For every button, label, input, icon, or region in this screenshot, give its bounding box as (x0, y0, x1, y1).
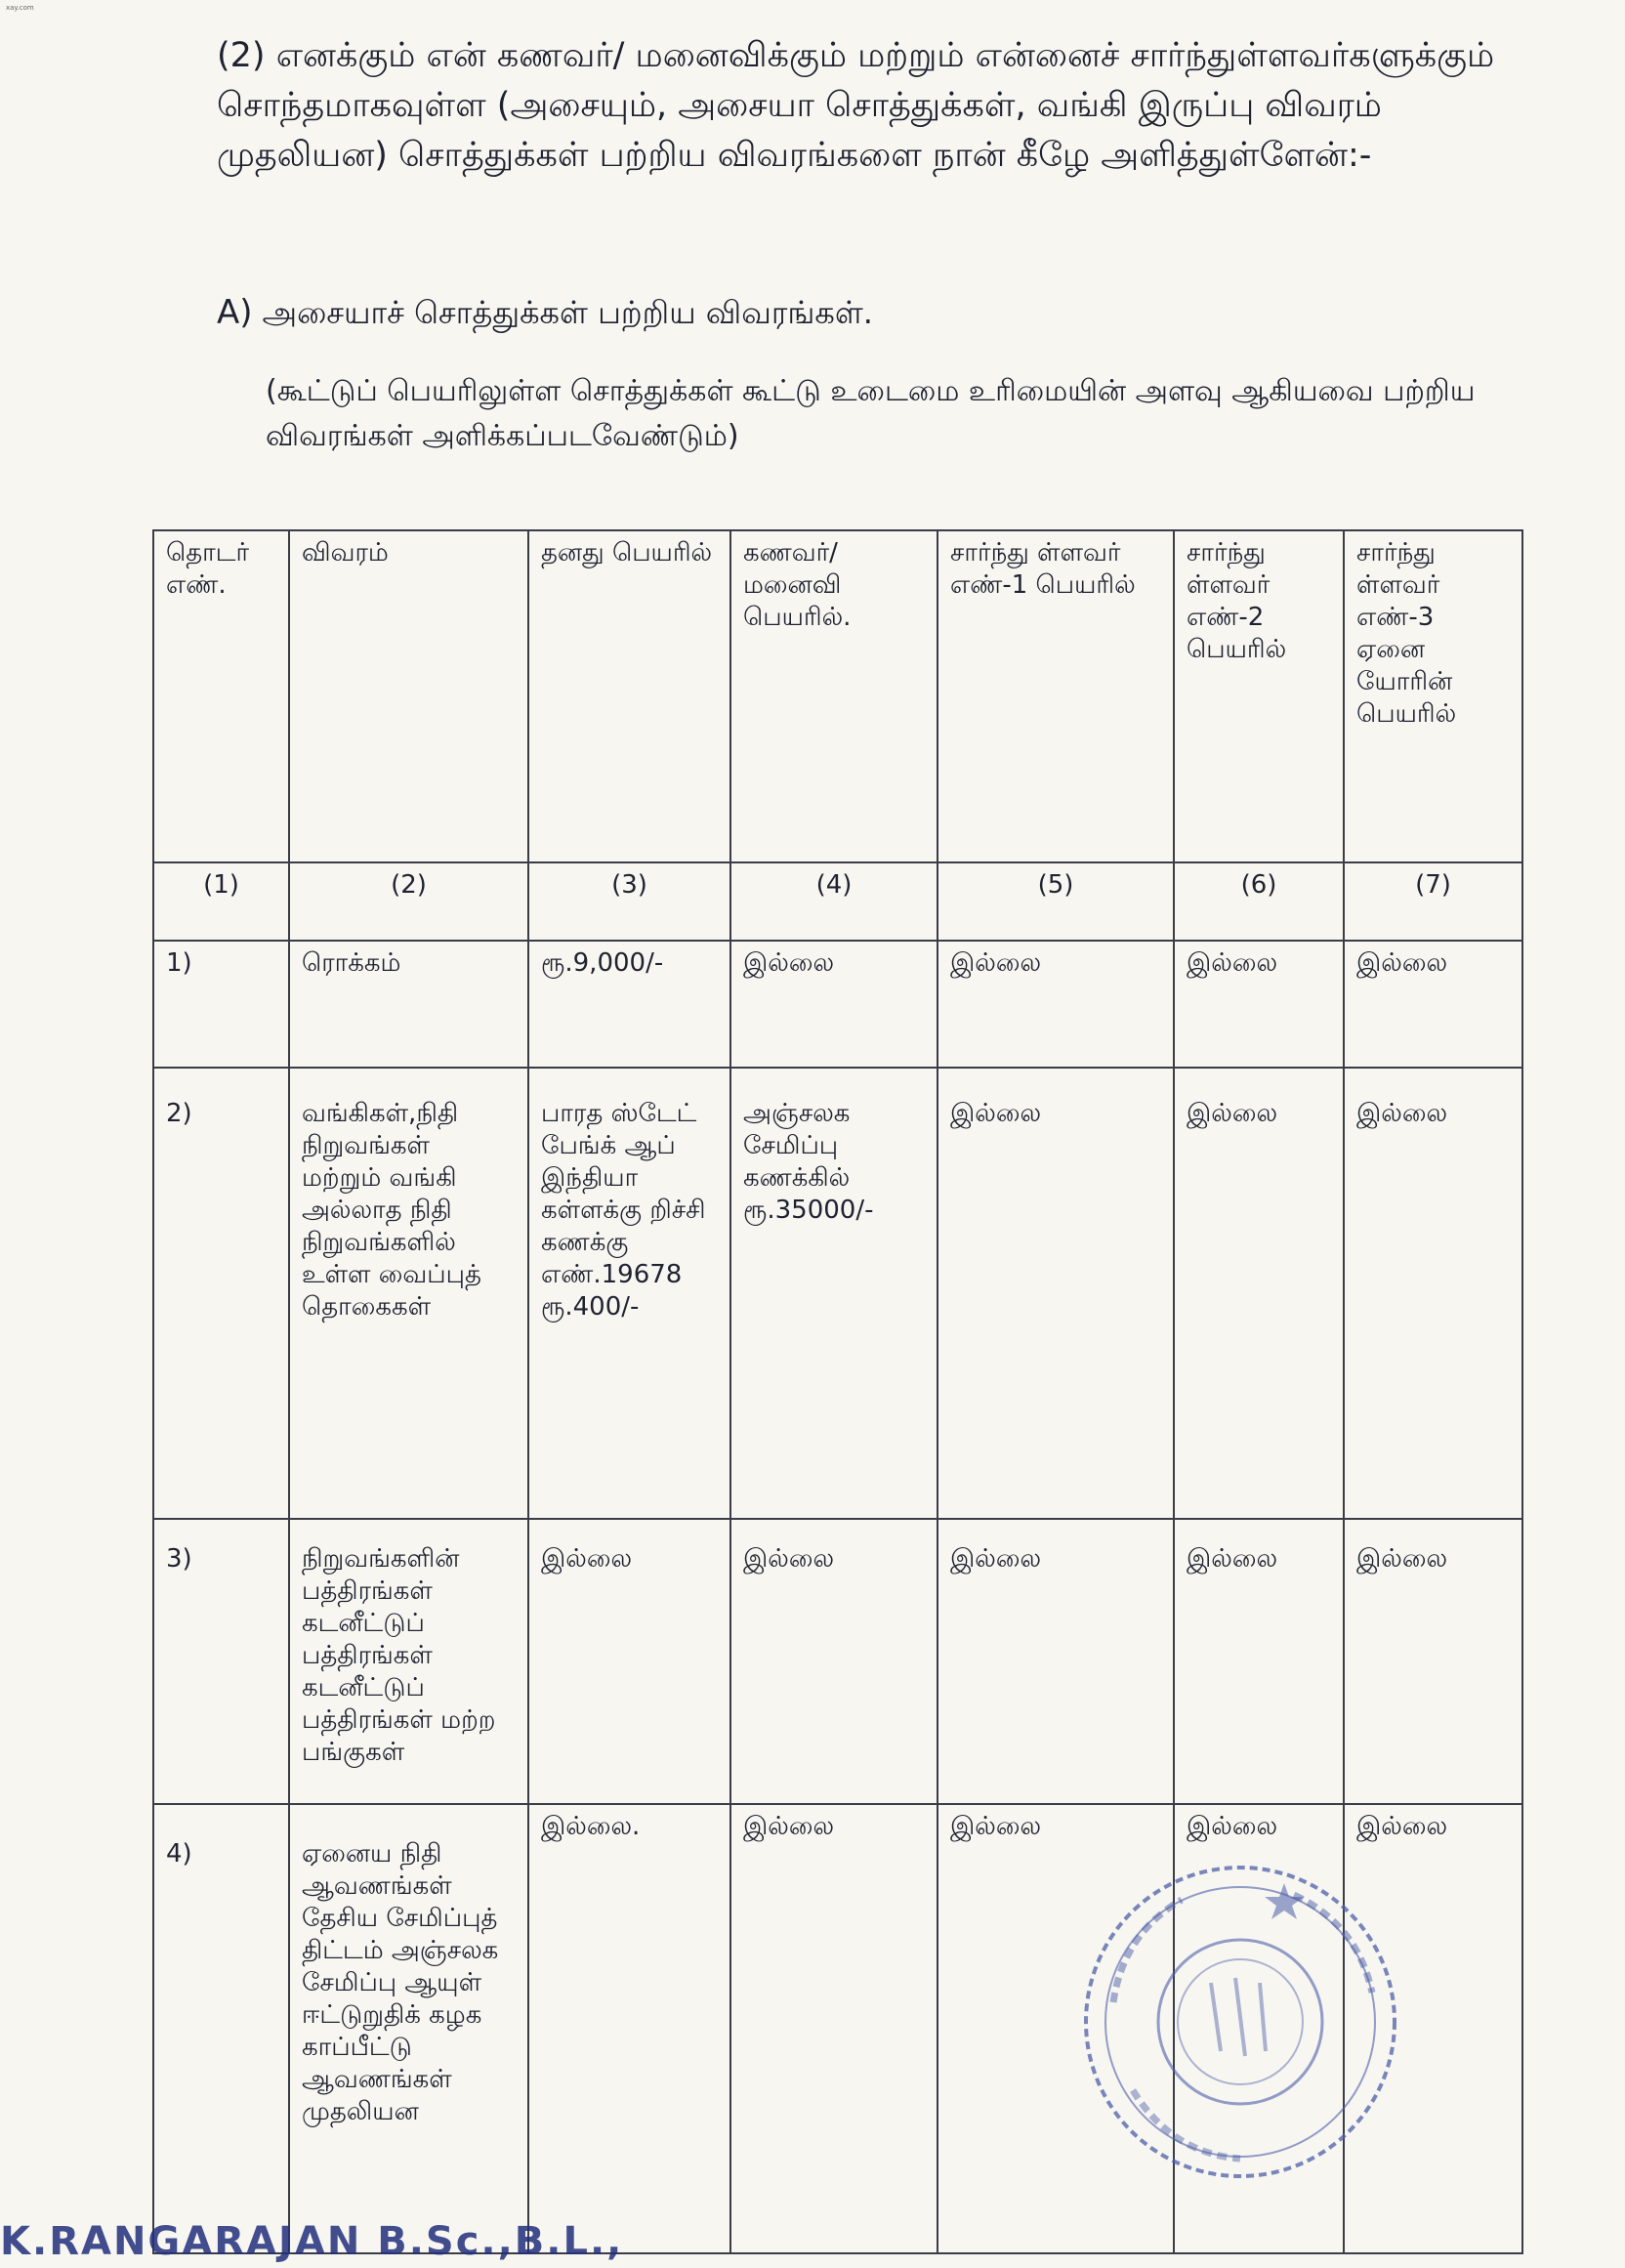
section-note: (கூட்டுப் பெயரிலுள்ள சொத்துக்கள் கூட்டு உடைமை உரிமையின் அளவு ஆகியவை பற்றிய விவரங்கள் அளிக்கப்படவேண்டும்) (266, 374, 1476, 453)
row-spouse-value: இல்லை (730, 1804, 938, 2253)
row-description: வங்கிகள்,நிதி நிறுவங்கள் மற்றும் வங்கி அல்லாத நிதி நிறுவங்களில் உள்ள வைப்புத் தொகைகள் (289, 1068, 528, 1519)
intro-paragraph: (2) எனக்கும் என் கணவர்/ மனைவிக்கும் மற்றும் என்னைச் சார்ந்துள்ளவர்களுக்கும் சொந்தமாகவுள்ள (அசையும், அசையா சொத்துக்கள், வங்கி இருப்பு விவரம் முதலியன) சொத்துக்கள் பற்றிய விவரங்களை நான் கீழே அளித்துள்ளேன்:- (217, 36, 1495, 175)
row-dependent-3-value: இல்லை (1344, 1804, 1522, 2253)
row-dependent-2-value: இல்லை (1174, 1804, 1344, 2253)
header-dependent-2: சார்ந்து ள்ளவர் எண்-2 பெயரில் (1174, 530, 1344, 862)
header-row (153, 530, 1522, 862)
row-self-value: இல்லை. (528, 1804, 730, 2253)
row-self-value: பாரத ஸ்டேட் பேங்க் ஆப் இந்தியா கள்ளக்கு றிச்சி கணக்கு எண்.19678 ரூ.400/- (528, 1068, 730, 1519)
row-dependent-2-value: இல்லை (1174, 941, 1344, 1068)
row-dependent-1-value: இல்லை (938, 941, 1174, 1068)
row-serial: 1) (153, 941, 289, 1068)
header-description: விவரம் (289, 530, 528, 862)
row-description: ஏனைய நிதி ஆவணங்கள் தேசிய சேமிப்புத் திட்டம் அஞ்சலக சேமிப்பு ஆயுள் ஈட்டுறுதிக் கழக காப்பீட்டு ஆவணங்கள் முதலியன (289, 1804, 528, 2253)
page-watermark-text: xay.com (6, 4, 34, 12)
section-letter: A) (217, 293, 253, 332)
column-number: (1) (153, 862, 289, 941)
header-serial: தொடர் எண். (153, 530, 289, 862)
column-number: (4) (730, 862, 938, 941)
column-number: (2) (289, 862, 528, 941)
row-serial: 3) (153, 1519, 289, 1804)
table-row (153, 1519, 1522, 1804)
row-dependent-3-value: இல்லை (1344, 1519, 1522, 1804)
column-number-row (153, 862, 1522, 941)
row-dependent-3-value: இல்லை (1344, 941, 1522, 1068)
column-number: (5) (938, 862, 1174, 941)
row-spouse-value: இல்லை (730, 941, 938, 1068)
header-dependent-1: சார்ந்து ள்ளவர் எண்-1 பெயரில் (938, 530, 1174, 862)
row-dependent-1-value: இல்லை (938, 1519, 1174, 1804)
row-dependent-3-value: இல்லை (1344, 1068, 1522, 1519)
column-number: (7) (1344, 862, 1522, 941)
row-self-value: இல்லை (528, 1519, 730, 1804)
row-description: நிறுவங்களின் பத்திரங்கள் கடனீட்டுப் பத்திரங்கள் கடனீட்டுப் பத்திரங்கள் மற்ற பங்குகள் (289, 1519, 528, 1804)
header-self: தனது பெயரில் (528, 530, 730, 862)
column-number: (6) (1174, 862, 1344, 941)
stamp-seal-icon (1074, 1856, 1406, 2188)
row-spouse-value: இல்லை (730, 1519, 938, 1804)
signature-stamp: K.RANGARAJAN B.Sc.,B.L., (0, 2219, 624, 2264)
row-dependent-1-value: இல்லை (938, 1804, 1174, 2253)
table-row (153, 1068, 1522, 1519)
row-spouse-value: அஞ்சலக சேமிப்பு கணக்கில் ரூ.35000/- (730, 1068, 938, 1519)
row-serial: 2) (153, 1068, 289, 1519)
header-dependent-3: சார்ந்து ள்ளவர் எண்-3 ஏனை யோரின் பெயரில் (1344, 530, 1522, 862)
row-dependent-2-value: இல்லை (1174, 1068, 1344, 1519)
row-self-value: ரூ.9,000/- (528, 941, 730, 1068)
row-dependent-2-value: இல்லை (1174, 1519, 1344, 1804)
official-stamp (1074, 1856, 1406, 2188)
row-dependent-1-value: இல்லை (938, 1068, 1174, 1519)
section-title: அசையாச் சொத்துக்கள் பற்றிய விவரங்கள். (262, 294, 873, 331)
column-number: (3) (528, 862, 730, 941)
header-spouse: கணவர்/ மனைவி பெயரில். (730, 530, 938, 862)
row-serial: 4) (153, 1804, 289, 2253)
row-description: ரொக்கம் (289, 941, 528, 1068)
table-row (153, 941, 1522, 1068)
section-heading (217, 291, 1486, 334)
